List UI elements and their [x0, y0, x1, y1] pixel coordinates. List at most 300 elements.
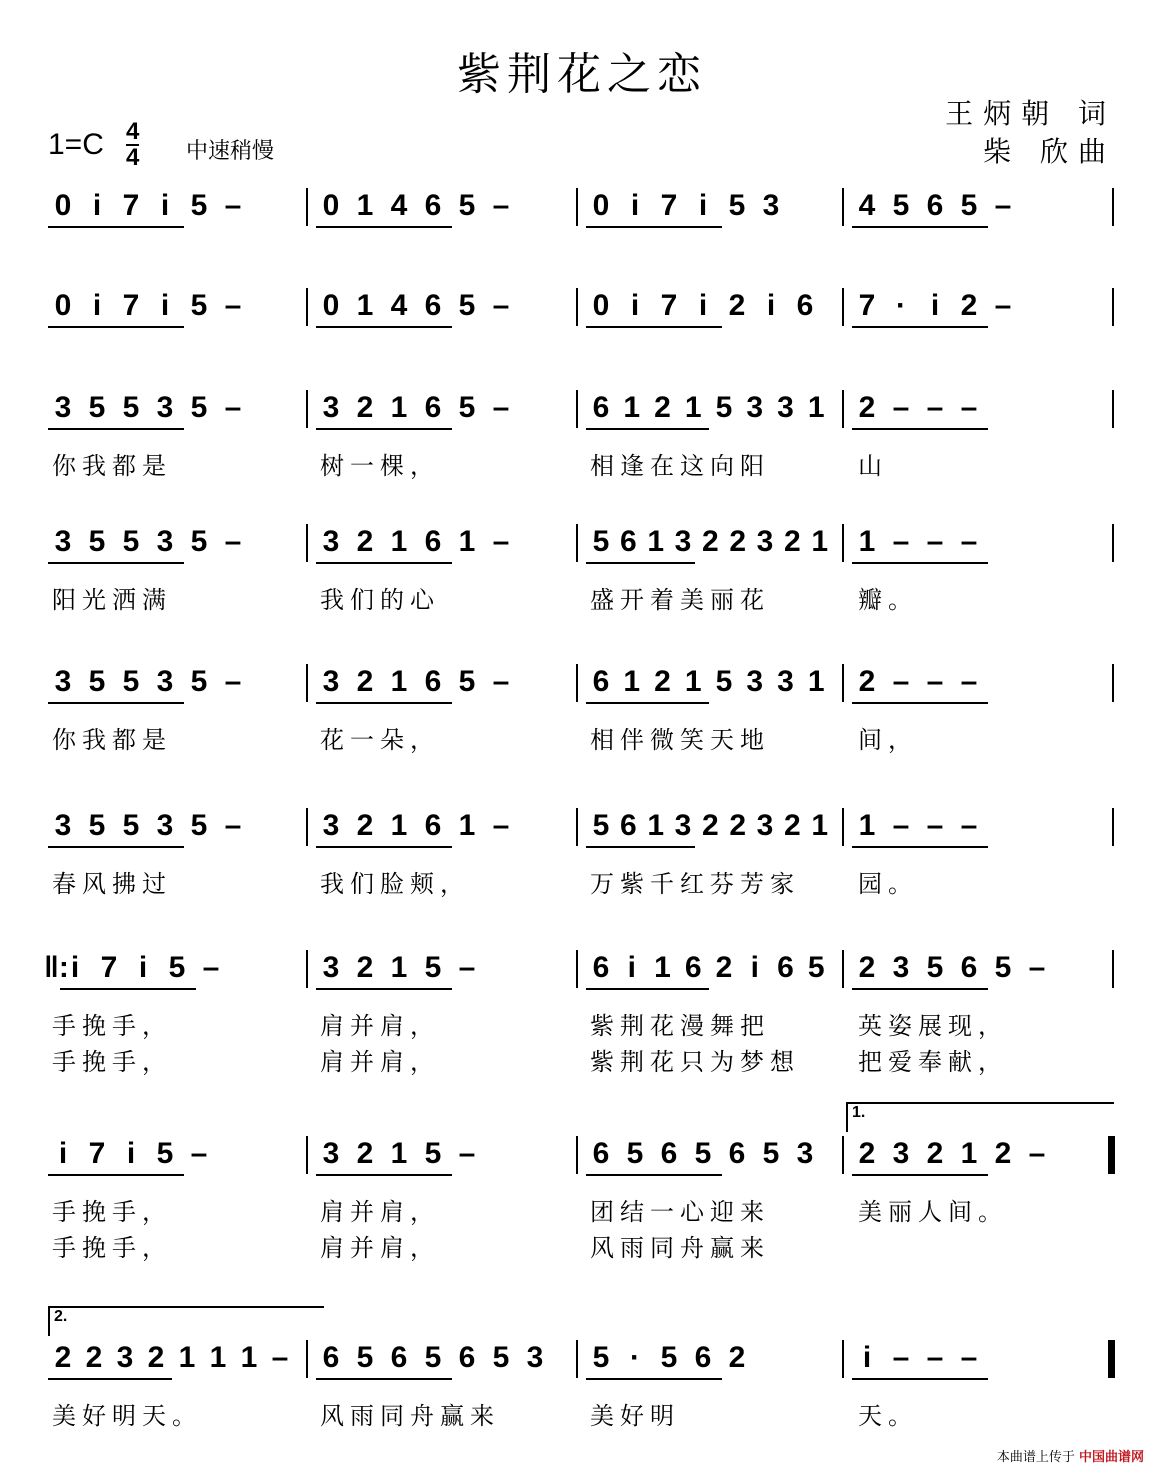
barline	[306, 188, 308, 226]
beam-line	[852, 562, 988, 564]
note: 1	[458, 809, 476, 842]
note: 3	[762, 189, 780, 222]
footer-credit	[997, 1446, 1144, 1465]
barline	[576, 950, 578, 988]
note: 2	[783, 525, 801, 558]
barline	[1112, 390, 1114, 428]
beam-line	[852, 226, 988, 228]
note: 7	[660, 289, 678, 322]
note: 1	[811, 525, 828, 558]
barline	[306, 524, 308, 562]
beam-line	[48, 326, 184, 328]
note: –	[926, 809, 944, 842]
lyric-verse-1: 美好明	[590, 1402, 680, 1430]
note: 2	[701, 809, 719, 842]
note: 5	[807, 951, 825, 984]
note: –	[224, 289, 242, 322]
note: 5	[122, 391, 140, 424]
lyric-verse-1: 你我都是	[52, 452, 172, 480]
note: 5	[715, 391, 733, 424]
note: 2	[960, 289, 978, 322]
note: –	[892, 665, 910, 698]
note: 5	[356, 1341, 374, 1374]
note: 5	[190, 809, 208, 842]
note: 4	[390, 189, 408, 222]
lyric-verse-1: 瓣。	[858, 586, 918, 614]
meter-top: 4	[126, 118, 140, 145]
note: i	[930, 289, 940, 322]
note: 5	[926, 951, 944, 984]
final-barline	[1108, 1340, 1115, 1378]
beam-line	[852, 846, 988, 848]
note: 1	[858, 809, 876, 842]
note: 3	[777, 665, 794, 698]
note: 5	[156, 1137, 174, 1170]
barline	[842, 664, 844, 702]
barline	[842, 188, 844, 226]
barline	[842, 950, 844, 988]
note: 3	[116, 1341, 134, 1374]
note: 5	[592, 525, 610, 558]
note: 1	[960, 1137, 978, 1170]
note: 3	[322, 391, 340, 424]
note: 1	[811, 809, 828, 842]
note: 6	[684, 951, 702, 984]
note: 2	[54, 1341, 72, 1374]
note: ·	[896, 289, 906, 322]
note: –	[271, 1341, 289, 1374]
note: 6	[322, 1341, 340, 1374]
beam-line	[48, 562, 184, 564]
note: 5	[492, 1341, 510, 1374]
note: 6	[592, 391, 610, 424]
barline	[576, 188, 578, 226]
beam-line	[316, 428, 452, 430]
note: 5	[892, 189, 910, 222]
beam-line	[586, 846, 695, 848]
barline	[842, 808, 844, 846]
barline	[576, 808, 578, 846]
beam-line	[48, 1174, 184, 1176]
note: 3	[674, 809, 692, 842]
note: 5	[728, 189, 746, 222]
lyric-verse-1: 盛开着美丽花	[590, 586, 770, 614]
note: 0	[592, 289, 610, 322]
note: 1	[390, 1137, 408, 1170]
barline	[576, 1136, 578, 1174]
beam-line	[316, 562, 452, 564]
lyric-verse-1: 山	[858, 452, 888, 480]
note: 2	[356, 1137, 374, 1170]
note: –	[892, 809, 910, 842]
note: –	[492, 525, 510, 558]
beam-line	[586, 1174, 722, 1176]
note: 5	[122, 665, 140, 698]
tempo-marking: 中速稍慢	[186, 139, 275, 164]
note: –	[960, 525, 978, 558]
note: 2	[356, 809, 374, 842]
note: 3	[54, 391, 72, 424]
note: 5	[424, 951, 442, 984]
barline	[1112, 188, 1114, 226]
barline	[1112, 808, 1114, 846]
note: 2	[729, 809, 746, 842]
note: 1	[647, 809, 664, 842]
note: i	[126, 1137, 136, 1170]
note: 5	[458, 289, 476, 322]
note: 5	[694, 1137, 712, 1170]
volta-bracket: 2.	[48, 1306, 324, 1336]
note: 2	[858, 1137, 876, 1170]
note: –	[224, 665, 242, 698]
note: 1	[858, 525, 876, 558]
beam-line	[852, 326, 988, 328]
note: –	[202, 951, 220, 984]
barline	[842, 1136, 844, 1174]
note: 6	[424, 189, 442, 222]
note: 6	[424, 665, 442, 698]
note: i	[698, 189, 708, 222]
note: 3	[54, 809, 72, 842]
score-title: 紫荆花之恋	[457, 49, 707, 100]
note: 5	[424, 1341, 442, 1374]
note: 6	[728, 1137, 746, 1170]
note: 5	[762, 1137, 780, 1170]
note: 2	[85, 1341, 103, 1374]
note: 2	[701, 525, 719, 558]
note: 6	[796, 289, 814, 322]
note: 3	[892, 951, 910, 984]
note: –	[224, 391, 242, 424]
beam-line	[586, 1378, 722, 1380]
lyric-verse-1: 团结一心迎来	[590, 1198, 770, 1226]
score-line	[0, 522, 1164, 582]
lyric-verse-1: 手挽手，	[52, 1012, 172, 1040]
score-line	[0, 286, 1164, 346]
note: 5	[960, 189, 978, 222]
note: 2	[356, 391, 374, 424]
note: i	[138, 951, 148, 984]
note: 2	[654, 391, 671, 424]
note: i	[92, 189, 102, 222]
note: 3	[796, 1137, 814, 1170]
note: 7	[88, 1137, 106, 1170]
note: 5	[626, 1137, 644, 1170]
beam-line	[586, 702, 709, 704]
note: 2	[729, 525, 746, 558]
note: –	[492, 189, 510, 222]
note: –	[960, 391, 978, 424]
note: –	[994, 189, 1012, 222]
note: 5	[592, 809, 610, 842]
note: 5	[715, 665, 733, 698]
lyric-verse-1: 肩并肩，	[320, 1198, 440, 1226]
score-line	[0, 948, 1164, 1008]
note: 2	[858, 665, 876, 698]
note: 0	[54, 289, 72, 322]
note: –	[926, 391, 944, 424]
lyric-verse-1: 花一朵，	[320, 726, 440, 754]
note: 7	[122, 289, 140, 322]
lyric-verse-1: 万紫千红芬芳家	[590, 870, 800, 898]
note: 5	[592, 1341, 610, 1374]
barline	[306, 664, 308, 702]
note: 1	[178, 1341, 196, 1374]
note: 1	[647, 525, 664, 558]
note: –	[492, 809, 510, 842]
lyric-verse-1: 天。	[858, 1402, 918, 1430]
beam-line	[852, 988, 988, 990]
beam-line	[586, 988, 709, 990]
note: 3	[322, 809, 340, 842]
beam-line	[852, 428, 988, 430]
note: 6	[424, 525, 442, 558]
note: 3	[526, 1341, 544, 1374]
volta-bracket: 1.	[846, 1102, 1114, 1132]
lyric-verse-1: 英姿展现，	[858, 1012, 1008, 1040]
note: –	[926, 1341, 944, 1374]
note: i	[862, 1341, 872, 1374]
note: 6	[458, 1341, 476, 1374]
lyric-verse-1: 风雨同舟赢来	[320, 1402, 500, 1430]
note: 6	[777, 951, 794, 984]
beam-line	[48, 846, 184, 848]
note: 5	[88, 525, 106, 558]
note: 1	[356, 289, 374, 322]
note: 3	[322, 665, 340, 698]
note: 1	[390, 951, 408, 984]
note: 6	[592, 951, 610, 984]
note: 1	[390, 665, 408, 698]
note: 4	[390, 289, 408, 322]
lyric-verse-1: 美好明天。	[52, 1402, 202, 1430]
note: 6	[926, 189, 944, 222]
barline	[306, 288, 308, 326]
note: 5	[424, 1137, 442, 1170]
note: –	[1028, 1137, 1046, 1170]
lyricist-credit: 王炳朝 词	[945, 97, 1116, 130]
note: 3	[756, 525, 774, 558]
barline	[306, 950, 308, 988]
note: i	[160, 189, 170, 222]
note: 6	[694, 1341, 712, 1374]
barline	[576, 664, 578, 702]
note: 1	[458, 525, 476, 558]
note: 5	[168, 951, 186, 984]
note: –	[892, 1341, 910, 1374]
note: i	[92, 289, 102, 322]
note: 6	[390, 1341, 408, 1374]
barline	[306, 808, 308, 846]
note: 1	[240, 1341, 258, 1374]
note: 3	[156, 665, 174, 698]
note: 5	[458, 391, 476, 424]
note: 3	[674, 525, 692, 558]
beam-line	[852, 1378, 988, 1380]
barline	[842, 390, 844, 428]
beam-line	[48, 702, 184, 704]
note: 1	[684, 391, 702, 424]
note: –	[926, 525, 944, 558]
barline	[1112, 524, 1114, 562]
note: i	[766, 289, 776, 322]
lyric-verse-2: 风雨同舟赢来	[590, 1234, 770, 1262]
lyric-verse-2: 紫荆花只为梦想	[590, 1048, 800, 1076]
beam-line	[316, 988, 452, 990]
note: 5	[190, 289, 208, 322]
note: 0	[322, 289, 340, 322]
note: 3	[322, 951, 340, 984]
note: –	[492, 391, 510, 424]
note: –	[892, 391, 910, 424]
note: 2	[926, 1137, 944, 1170]
note: 6	[592, 1137, 610, 1170]
note: 7	[660, 189, 678, 222]
lyric-verse-2: 肩并肩，	[320, 1048, 440, 1076]
lyric-verse-1: 春风拂过	[52, 870, 172, 898]
note: 6	[960, 951, 978, 984]
score-line	[0, 186, 1164, 246]
note: 2	[994, 1137, 1012, 1170]
lyric-verse-2: 手挽手，	[52, 1048, 172, 1076]
note: i	[627, 951, 636, 984]
note: 1	[623, 391, 641, 424]
note: 5	[190, 189, 208, 222]
note: –	[224, 189, 242, 222]
note: 6	[619, 809, 637, 842]
note: 6	[619, 525, 637, 558]
note: i	[160, 289, 170, 322]
note: i	[70, 951, 80, 984]
meter-bottom: 4	[126, 144, 140, 171]
lyric-verse-2: 手挽手，	[52, 1234, 172, 1262]
beam-line	[60, 988, 196, 990]
note: 2	[858, 951, 876, 984]
barline	[842, 288, 844, 326]
score-line	[0, 1134, 1164, 1194]
repeat-end-barline	[1108, 1136, 1115, 1174]
beam-line	[316, 1174, 452, 1176]
note: 2	[715, 951, 733, 984]
note: i	[630, 289, 640, 322]
note: 6	[424, 289, 442, 322]
note: 5	[660, 1341, 678, 1374]
note: 5	[88, 809, 106, 842]
barline	[842, 524, 844, 562]
barline	[306, 390, 308, 428]
note: 2	[858, 391, 876, 424]
time-signature	[126, 120, 139, 170]
beam-line	[48, 428, 184, 430]
footer-prefix: 本曲谱上传于	[996, 1450, 1075, 1465]
score-line	[0, 662, 1164, 722]
note: –	[492, 665, 510, 698]
note: 7	[858, 289, 876, 322]
note: i	[630, 189, 640, 222]
barline	[306, 1340, 308, 1378]
note: 3	[777, 391, 794, 424]
note: 1	[807, 665, 825, 698]
note: 3	[746, 665, 764, 698]
lyric-verse-1: 相伴微笑天地	[590, 726, 770, 754]
note: 3	[156, 391, 174, 424]
lyric-verse-1: 园。	[858, 870, 918, 898]
note: 1	[390, 809, 408, 842]
note: 6	[424, 391, 442, 424]
barline	[306, 1136, 308, 1174]
note: ·	[630, 1341, 640, 1374]
beam-line	[48, 1378, 172, 1380]
note: 3	[322, 1137, 340, 1170]
lyric-verse-1: 紫荆花漫舞把	[590, 1012, 770, 1040]
beam-line	[316, 226, 452, 228]
note: 1	[390, 391, 408, 424]
lyric-verse-1: 间，	[858, 726, 918, 754]
note: 2	[728, 1341, 746, 1374]
note: –	[224, 525, 242, 558]
note: 0	[54, 189, 72, 222]
barline	[1112, 288, 1114, 326]
note: –	[492, 289, 510, 322]
lyric-verse-1: 树一棵，	[320, 452, 440, 480]
note: 7	[122, 189, 140, 222]
note: 2	[147, 1341, 165, 1374]
note: 2	[356, 525, 374, 558]
barline	[576, 288, 578, 326]
repeat-start-sign: ‖:	[44, 951, 69, 984]
barline	[842, 1340, 844, 1378]
note: 6	[592, 665, 610, 698]
score-line	[0, 388, 1164, 448]
lyric-verse-1: 肩并肩，	[320, 1012, 440, 1040]
note: 6	[424, 809, 442, 842]
note: 4	[858, 189, 876, 222]
beam-line	[586, 226, 722, 228]
lyric-verse-2: 把爱奉献，	[858, 1048, 1008, 1076]
note: –	[458, 951, 476, 984]
note: –	[1028, 951, 1046, 984]
note: i	[58, 1137, 68, 1170]
note: –	[926, 665, 944, 698]
note: 7	[100, 951, 118, 984]
note: 0	[592, 189, 610, 222]
note: 2	[356, 951, 374, 984]
note: 5	[122, 809, 140, 842]
note: –	[960, 809, 978, 842]
note: 5	[88, 665, 106, 698]
note: 5	[122, 525, 140, 558]
note: 2	[654, 665, 671, 698]
note: 1	[654, 951, 671, 984]
beam-line	[852, 1174, 988, 1176]
beam-line	[852, 702, 988, 704]
note: 5	[88, 391, 106, 424]
note: 3	[756, 809, 774, 842]
beam-line	[586, 326, 722, 328]
score-line	[0, 1338, 1164, 1398]
lyric-verse-1: 阳光洒满	[52, 586, 172, 614]
note: i	[750, 951, 759, 984]
note: 1	[356, 189, 374, 222]
beam-line	[316, 846, 452, 848]
barline	[576, 390, 578, 428]
beam-line	[316, 702, 452, 704]
note: 6	[660, 1137, 678, 1170]
lyric-verse-1: 相逢在这向阳	[590, 452, 770, 480]
note: –	[960, 665, 978, 698]
note: 1	[623, 665, 641, 698]
note: 0	[322, 189, 340, 222]
